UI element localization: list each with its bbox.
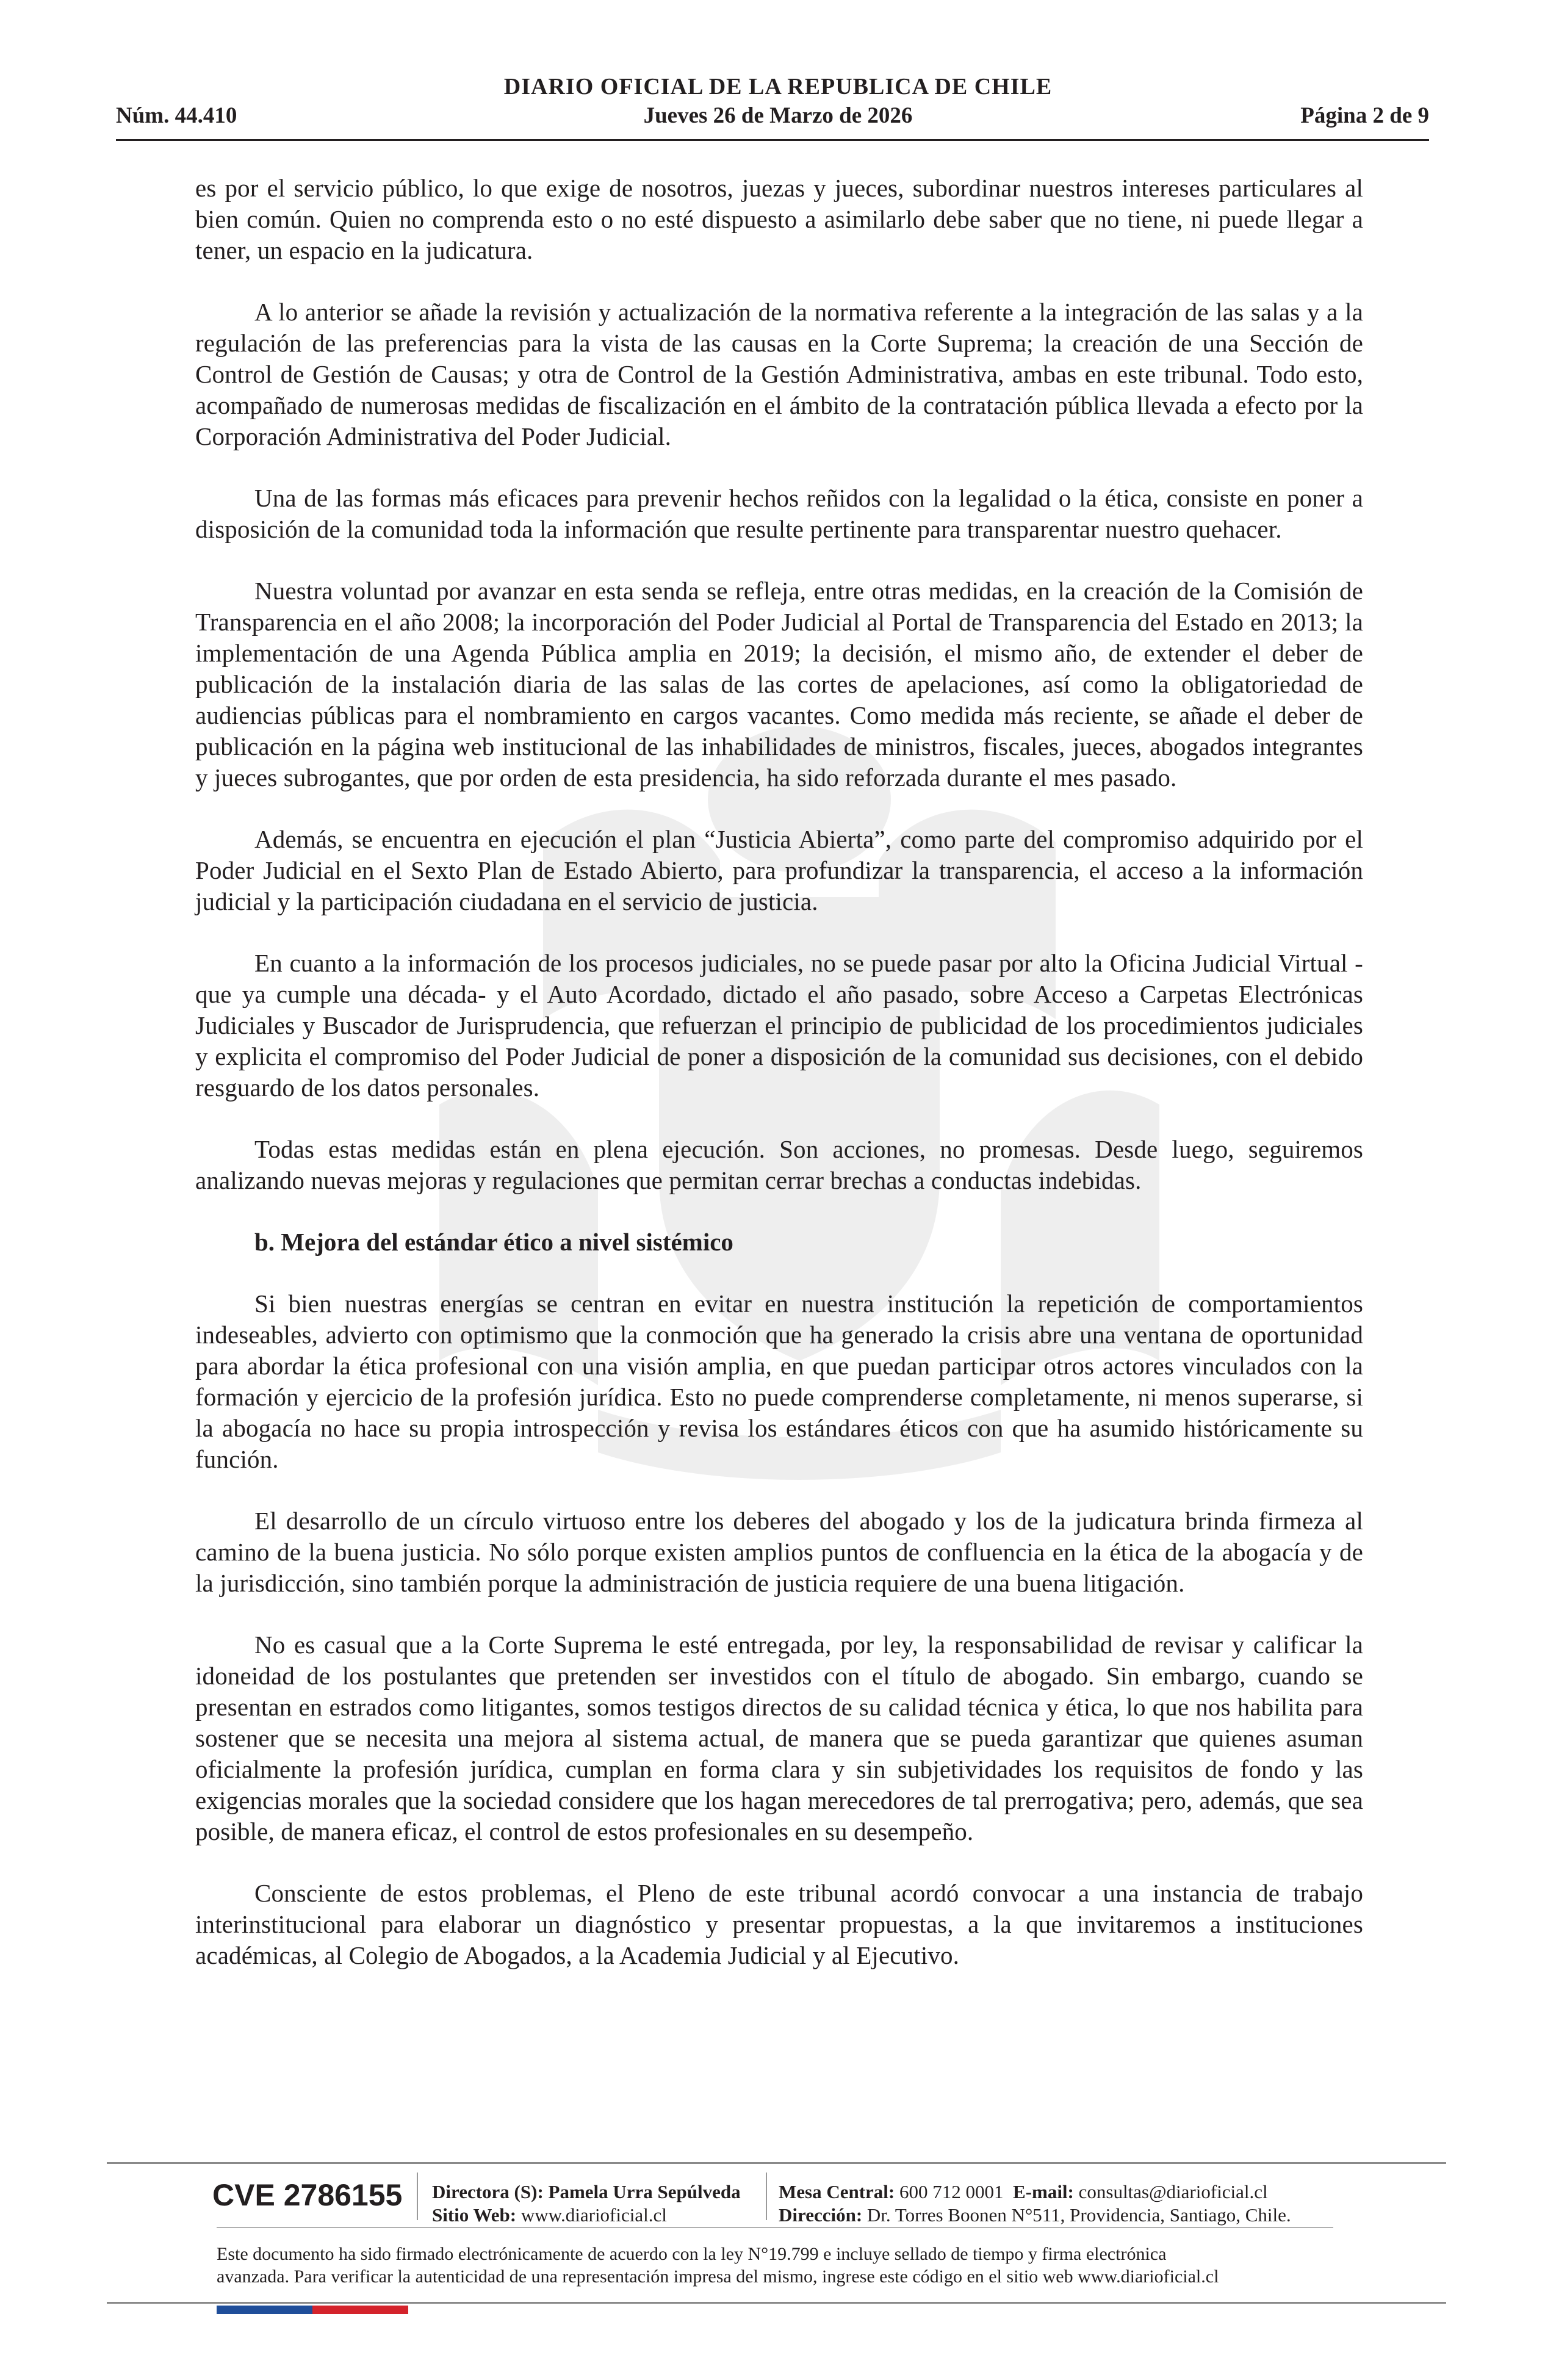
phone-label: Mesa Central: bbox=[779, 2181, 895, 2202]
page-indicator: Página 2 de 9 bbox=[1300, 103, 1429, 128]
website-link[interactable]: www.diarioficial.cl bbox=[520, 2204, 667, 2226]
paragraph-circulo-virtuoso: El desarrollo de un círculo virtuoso entre los deberes del abogado y los de la judicatura brinda firmeza al camino de la buena justicia. No sólo porque existen amplios puntos de confluencia en la ética de la abogacía y de la jurisdicción, sino también porque la administración de justicia requiere de una buena litigación. bbox=[195, 1507, 1363, 1597]
footer-inner-divider bbox=[217, 2227, 1333, 2228]
footer-bottom-divider bbox=[107, 2302, 1446, 2304]
address-value: Dr. Torres Boonen N°511, Providencia, Santiago, Chile. bbox=[866, 2204, 1291, 2226]
footer-top-divider bbox=[107, 2162, 1446, 2164]
legal-notice-line: Este documento ha sido firmado electrónicamente de acuerdo con la ley N°19.799 e incluye sellado de tiempo y firma electrónica bbox=[217, 2244, 1167, 2264]
website-label: Sitio Web: bbox=[432, 2204, 517, 2226]
paragraph-continuation: es por el servicio público, lo que exige de nosotros, juezas y jueces, subordinar nuestros intereses particulares al bien común. Quien no comprenda esto o no esté dispuesto a asimilarlo debe saber que no tiene, ni puede llegar a tener, un espacio en la judicatura. bbox=[195, 174, 1363, 264]
footer-director-block bbox=[432, 2180, 741, 2227]
footer-separator bbox=[766, 2173, 767, 2220]
director-name: Pamela Urra Sepúlveda bbox=[548, 2181, 741, 2202]
section-heading-b: b. Mejora del estándar ético a nivel sistémico bbox=[254, 1228, 733, 1256]
document-body bbox=[195, 173, 1363, 1971]
header-divider bbox=[116, 139, 1429, 141]
email-label: E-mail: bbox=[1013, 2181, 1074, 2202]
legal-notice bbox=[217, 2243, 1364, 2288]
paragraph-justicia-abierta: Además, se encuentra en ejecución el plan “Justicia Abierta”, como parte del compromiso adquirido por el Poder Judicial en el Sexto Plan de Estado Abierto, para profundizar la transparencia, el acceso a la información judicial y la participación ciudadana en el servicio de justicia. bbox=[195, 825, 1363, 915]
issue-number: Núm. 44.410 bbox=[116, 103, 237, 128]
paragraph-energias: Si bien nuestras energías se centran en evitar en nuestra institución la repetición de comportamientos indeseables, advierto con optimismo que la conmoción que ha generado la crisis abre una ventana de oportunidad para abordar la ética profesional con una visión amplia, en que puedan participar otros actores vinculados con la formación y ejercicio de la profesión jurídica. Esto no puede comprenderse completamente, ni menos superarse, si la abogacía no hace su propia introspección y revisa los estándares éticos con que ha asumido históricamente su función. bbox=[195, 1289, 1363, 1473]
paragraph-normativa: A lo anterior se añade la revisión y actualización de la normativa referente a la integración de las salas y a la regulación de las preferencias para la vista de las causas en la Corte Suprema; la creación de una Sección de Control de Gestión de Causas; y otra de Control de la Gestión Administrativa, ambas en este tribunal. Todo esto, acompañado de numerosas medidas de fiscalización en el ámbito de la contratación pública llevada a efecto por la Corporación Administrativa del Poder Judicial. bbox=[195, 298, 1363, 450]
phone-number: 600 712 0001 bbox=[899, 2181, 1004, 2202]
paragraph-corte-suprema: No es casual que a la Corte Suprema le esté entregada, por ley, la responsabilidad de revisar y calificar la idoneidad de los postulantes que pretenden ser investidos con el título de abogado. Sin embargo, cuando se presentan en estrados como litigantes, somos testigos directos de su calidad técnica y ética, lo que nos habilita para sostener que se necesita una mejora al sistema actual, de manera que se pueda garantizar que quienes asuman oficialmente la profesión jurídica, cumplan en forma clara y sin subjetividades los requisitos de fondo y las exigencias morales que la sociedad considere que los hagan merecedores de tal prerrogativa; pero, además, que sea posible, de manera eficaz, el control de estos profesionales en su desempeño. bbox=[195, 1631, 1363, 1845]
address-label: Dirección: bbox=[779, 2204, 863, 2226]
issue-date: Jueves 26 de Marzo de 2026 bbox=[643, 103, 913, 128]
email-link[interactable]: consultas@diarioficial.cl bbox=[1078, 2181, 1268, 2202]
paragraph-transparencia: Nuestra voluntad por avanzar en esta senda se refleja, entre otras medidas, en la creación de la Comisión de Transparencia en el año 2008; la incorporación del Poder Judicial al Portal de Transparencia del Estado en 2013; la implementación de una Agenda Pública amplia en 2019; la decisión, el mismo año, de extender el deber de publicación de la instalación diaria de las salas de las cortes de apelaciones, así como la obligatoriedad de audiencias públicas para el nombramiento en cargos vacantes. Como medida más reciente, se añade el deber de publicación en la página web institucional de las inhabilidades de ministros, fiscales, jueces, abogados integrantes y jueces subrogantes, que por orden de esta presidencia, ha sido reforzada durante el mes pasado. bbox=[195, 577, 1363, 792]
legal-notice-line: avanzada. Para verificar la autenticidad de una representación impresa del mismo, ingrese este código en el sitio web www.diarioficial.cl bbox=[217, 2266, 1219, 2287]
footer-contact-block bbox=[779, 2180, 1291, 2227]
flag-stripe-red bbox=[312, 2306, 408, 2314]
paragraph-pleno: Consciente de estos problemas, el Pleno de este tribunal acordó convocar a una instancia de trabajo interinstitucional para elaborar un diagnóstico y presentar propuestas, a la que invitaremos a instituciones académicas, al Colegio de Abogados, a la Academia Judicial y al Ejecutivo. bbox=[195, 1879, 1363, 1969]
paragraph-prevencion: Una de las formas más eficaces para prevenir hechos reñidos con la legalidad o la ética, consiste en poner a disposición de la comunidad toda la información que resulte pertinente para transparentar nuestro quehacer. bbox=[195, 484, 1363, 543]
director-label: Directora (S): bbox=[432, 2181, 544, 2202]
publication-title: DIARIO OFICIAL DE LA REPUBLICA DE CHILE bbox=[503, 74, 1053, 99]
flag-stripe-blue bbox=[217, 2306, 312, 2314]
cve-code: CVE 2786155 bbox=[212, 2178, 403, 2212]
footer-separator bbox=[417, 2173, 418, 2220]
paragraph-medidas: Todas estas medidas están en plena ejecución. Son acciones, no promesas. Desde luego, seguiremos analizando nuevas mejoras y regulaciones que permitan cerrar brechas a conductas indebidas. bbox=[195, 1135, 1363, 1194]
paragraph-procesos-judiciales: En cuanto a la información de los procesos judiciales, no se puede pasar por alto la Oficina Judicial Virtual -que ya cumple una década- y el Auto Acordado, dictado el año pasado, sobre Acceso a Carpetas Electrónicas Judiciales y Buscador de Jurisprudencia, que refuerzan el principio de publicidad de los procedimientos judiciales y explicita el compromiso del Poder Judicial de poner a disposición de la comunidad sus decisiones, con el debido resguardo de los datos personales. bbox=[195, 949, 1363, 1102]
